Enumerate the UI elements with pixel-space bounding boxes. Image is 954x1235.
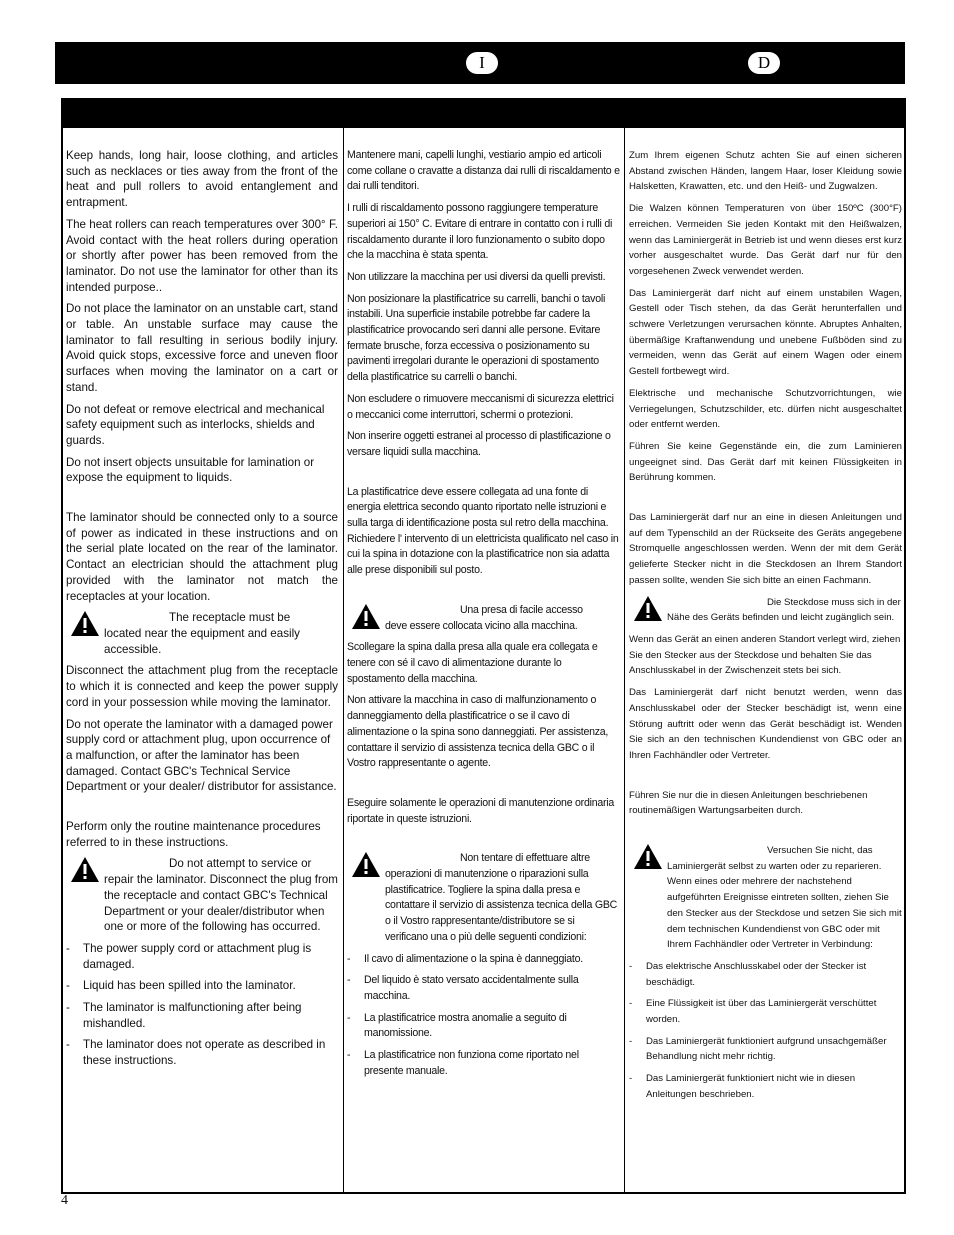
warning-icon — [633, 595, 663, 622]
warning-text: located near the equipment and easily accessible. — [104, 626, 300, 656]
warning-text: Do not attempt to service or — [169, 857, 312, 871]
list-item: - Das Laminiergerät funktioniert nicht wie in diesen Anleitungen beschrieben. — [629, 1071, 902, 1102]
paragraph: Do not operate the laminator with a damaged power supply cord or attachment plug, upon occurrence of a malfunction, or after the laminator has been damaged. Contact GBC's Technical Service Department or your dealer/ distributor for assistance. — [66, 717, 337, 794]
paragraph: Non attivare la macchina in caso di malfunzionamento o danneggiamento della plastificatrice o se il cavo di alimentazione o la spina sono danneggiati. Per assistenza, contattare il servizio di assistenza tecnica della GBC o il Vostro rappresentante o agente. — [347, 694, 609, 770]
paragraph: Do not defeat or remove electrical and mechanical safety equipment such as interlocks, shields and guards. — [66, 402, 325, 447]
warning-note — [66, 856, 338, 935]
language-badge-german: D — [748, 52, 780, 74]
german-column — [629, 148, 902, 1109]
page-number: 4 — [61, 1193, 68, 1208]
warning-text: deve essere collocata vicino alla macchina. — [385, 619, 578, 632]
top-banner — [55, 42, 905, 84]
warning-icon — [351, 603, 381, 630]
paragraph: Das Laminiergerät darf nur an eine in diesen Anleitungen und auf dem Typenschild an der Rückseite des Geräts angegebene Stromquelle angeschlossen werden. Wenn der mit dem Gerät gelieferte Stecker nicht in die Steckdosen an Ihrem Standort passen sollte, wenden Sie sich bitte an einen Fachmann. — [629, 512, 902, 586]
english-column — [66, 148, 338, 1075]
list-item: - Das Laminiergerät funktioniert aufgrund unsachgemäßer Behandlung nicht mehr richtig. — [629, 1034, 902, 1065]
paragraph: Das Laminiergerät darf nicht auf einem unstabilen Wagen, Gestell oder Tisch stehen, da das Gerät herunterfallen und schwere Verletzungen verursachen könnte. Abruptes Anhalten, übermäßige Kraftanwendung und unebene Fußböden sind zu vermeiden, wenn das Gerät auf einem Wagen oder einem Gestell fortbewegt wird. — [629, 287, 902, 378]
list-item: - Liquid has been spilled into the laminator. — [66, 978, 338, 994]
paragraph: Mantenere mani, capelli lunghi, vestiario ampio ed articoli come collane o cravatte a distanza dai rulli di riscaldamento e dai rulli tenditori. — [347, 149, 620, 193]
condition-list — [347, 952, 620, 1080]
paragraph: The heat rollers can reach temperatures over 300° F. Avoid contact with the heat rollers during operation or shortly after power has been removed from the laminator. Do not use the laminator for other than its intended purpose.. — [66, 217, 338, 294]
paragraph: Non escludere o rimuovere meccanismi di sicurezza elettrici o meccanici come interruttori, schermi o protezioni. — [347, 392, 614, 421]
paragraph: Elektrische und mechanische Schutzvorrichtungen, wie Verriegelungen, Schutzschilder, etc. dürfen nicht ausgeschaltet oder entfernt werden. — [629, 387, 902, 431]
warning-icon — [351, 851, 381, 878]
list-item: - La plastificatrice non funziona come riportato nel presente manuale. — [347, 1048, 620, 1079]
list-item: - La plastificatrice mostra anomalie a seguito di manomissione. — [347, 1011, 620, 1042]
paragraph: The laminator should be connected only to a source of power as indicated in these instructions and on the serial plate located on the rear of the laminator. Contact an electrician should the attachment plug provided with the laminator not match the receptacles at your location. — [66, 511, 338, 603]
paragraph: Führen Sie keine Gegenstände ein, die zum Laminieren ungeeignet sind. Das Gerät darf mit keinen Flüssigkeiten in Berührung kommen. — [629, 440, 902, 484]
condition-list — [66, 941, 338, 1069]
warning-note — [347, 603, 620, 634]
condition-list — [629, 959, 902, 1103]
list-item: - The power supply cord or attachment plug is damaged. — [66, 941, 338, 972]
list-item: - Das elektrische Anschlusskabel oder der Stecker ist beschädigt. — [629, 959, 902, 990]
paragraph: Scollegare la spina dalla presa alla quale era collegata e tenere con sé il cavo di alimentazione durante lo spostamento della macchina. — [347, 641, 598, 685]
paragraph: Disconnect the attachment plug from the receptacle to which it is connected and keep the power supply cord in your possession while moving the laminator. — [66, 664, 338, 709]
paragraph: Das Laminiergerät darf nicht benutzt werden, wenn das Anschlusskabel oder der Stecker beschädigt ist, wenn eine Störung auftritt oder wenn das Gerät beschädigt ist. Wenden Sie sich an den technischen Kundendienst von GBC oder an Ihren Fachhändler oder Vertreter. — [629, 687, 902, 761]
warning-text: operazioni di manutenzione o riparazioni sulla plastificatrice. Togliere la spina dalla presa e contattare il servizio di assistenza tecnica della GBC o il Vostro rappresentante/distributore se si verificano una o più delle seguenti condizioni: — [385, 868, 618, 943]
warning-text: repair the laminator. Disconnect the plug from the receptacle and contact GBC's Technical Department or your dealer/distributor when one or more of the following has occurred. — [104, 873, 338, 934]
paragraph: Non inserire oggetti estranei al processo di plastificazione o versare liquidi sulla macchina. — [347, 430, 611, 458]
column-divider — [624, 128, 625, 1192]
column-divider — [343, 128, 344, 1192]
list-item: - Eine Flüssigkeit ist über das Laminiergerät verschüttet worden. — [629, 996, 902, 1027]
paragraph: Non posizionare la plastificatrice su carrelli, banchi o tavoli instabili. Una superficie instabile potrebbe far cadere la plastificatrice provocando seri danni alle persone. Evitare fermate brusche, forza eccessiva o posizionamento su pavimenti irregolari durante le operazioni di spostamento della plastificatrice su carrelli o banchi. — [347, 292, 606, 384]
paragraph: Die Walzen können Temperaturen von über 150ºC (300°F) erreichen. Vermeiden Sie jeden Kontakt mit den Heißwalzen, wenn das Laminiergerät in Betrieb ist und wenn dieses erst kurz vorher ausgeschaltet wurde. Das Gerät darf nur für den vorgesehenen Zweck verwendet werden. — [629, 203, 902, 277]
paragraph: Do not place the laminator on an unstable cart, stand or table. An unstable surface may cause the laminator to fall resulting in serious bodily injury. Avoid quick stops, excessive force and uneven floor surfaces when moving the laminator on a cart or stand. — [66, 302, 338, 394]
warning-note — [347, 851, 620, 945]
safety-table — [61, 98, 906, 1194]
paragraph: Führen Sie nur die in diesen Anleitungen beschriebenen routinemäßigen Wartungsarbeiten durch. — [629, 789, 868, 817]
warning-note — [66, 610, 338, 657]
paragraph: I rulli di riscaldamento possono raggiungere temperature superiori ai 150° C. Evitare di entrare in contatto con i rulli di riscaldamento durante il loro funzionamento o subito dopo che la macchina è stata spenta. — [347, 202, 613, 262]
paragraph: Non utilizzare la macchina per usi diversi da quelli previsti. — [347, 270, 606, 283]
paragraph: Perform only the routine maintenance procedures referred to in these instructions. — [66, 820, 321, 849]
table-header-bar — [63, 100, 904, 128]
paragraph: Zum Ihrem eigenen Schutz achten Sie auf einen sicheren Abstand zwischen Händen, langem Haar, loser Kleidung sowie Halsketten, Krawatten, etc. und den Heiß- und Zugwalzen. — [629, 150, 902, 193]
paragraph: Keep hands, long hair, loose clothing, and articles such as necklaces or ties away from the front of the heat and pull rollers to avoid entanglement and entrapment. — [66, 149, 338, 210]
paragraph: La plastificatrice deve essere collegata ad una fonte di energia elettrica secondo quanto riportato nelle istruzioni e sulla targa di identificazione posta sul retro della macchina. Richiedere l' intervento di un elettricista qualificato nel caso in cui la spina in dotazione con la plastificatrice non sia adatta alle prese disponibili sul posto. — [347, 485, 619, 577]
warning-icon — [633, 843, 663, 870]
list-item: - Il cavo di alimentazione o la spina è danneggiato. — [347, 952, 620, 968]
paragraph: Eseguire solamente le operazioni di manutenzione ordinaria riportate in queste istruzioni. — [347, 796, 614, 825]
paragraph: Wenn das Gerät an einen anderen Standort verlegt wird, ziehen Sie den Stecker aus der Steckdose und behalten Sie das Anschlusskabel in der Zwischenzeit stets bei sich. — [629, 633, 901, 677]
language-badge-italian: I — [466, 52, 498, 74]
warning-text: Non tentare di effettuare altre — [460, 852, 590, 865]
list-item: - The laminator is malfunctioning after being mishandled. — [66, 1000, 338, 1031]
list-item: - The laminator does not operate as described in these instructions. — [66, 1037, 338, 1068]
warning-text: Nähe des Geräts befinden und leicht zugänglich sein. — [667, 612, 895, 624]
warning-text: Una presa di facile accesso — [460, 603, 583, 616]
warning-icon — [70, 856, 100, 883]
warning-text: The receptacle must be — [169, 611, 291, 625]
warning-icon — [70, 610, 100, 637]
warning-text: Die Steckdose muss sich in der — [767, 596, 901, 608]
warning-note — [629, 595, 902, 626]
warning-note — [629, 843, 902, 953]
list-item: - Del liquido è stato versato accidentalmente sulla macchina. — [347, 973, 620, 1004]
italian-column — [347, 148, 620, 1085]
paragraph: Do not insert objects unsuitable for lamination or expose the equipment to liquids. — [66, 455, 315, 485]
warning-text: Laminiergerät selbst zu warten oder zu reparieren. Wenn eines oder mehrere der nachstehend aufgeführten Ereignisse eintreten sollten, ziehen Sie den Stecker aus der Steckdose und setzen Sie sich mit dem technischen Kundendienst von GBC oder mit Ihrem Fachhändler oder Vertreter in Verbindung: — [667, 860, 902, 951]
warning-text: Versuchen Sie nicht, das — [767, 845, 873, 857]
